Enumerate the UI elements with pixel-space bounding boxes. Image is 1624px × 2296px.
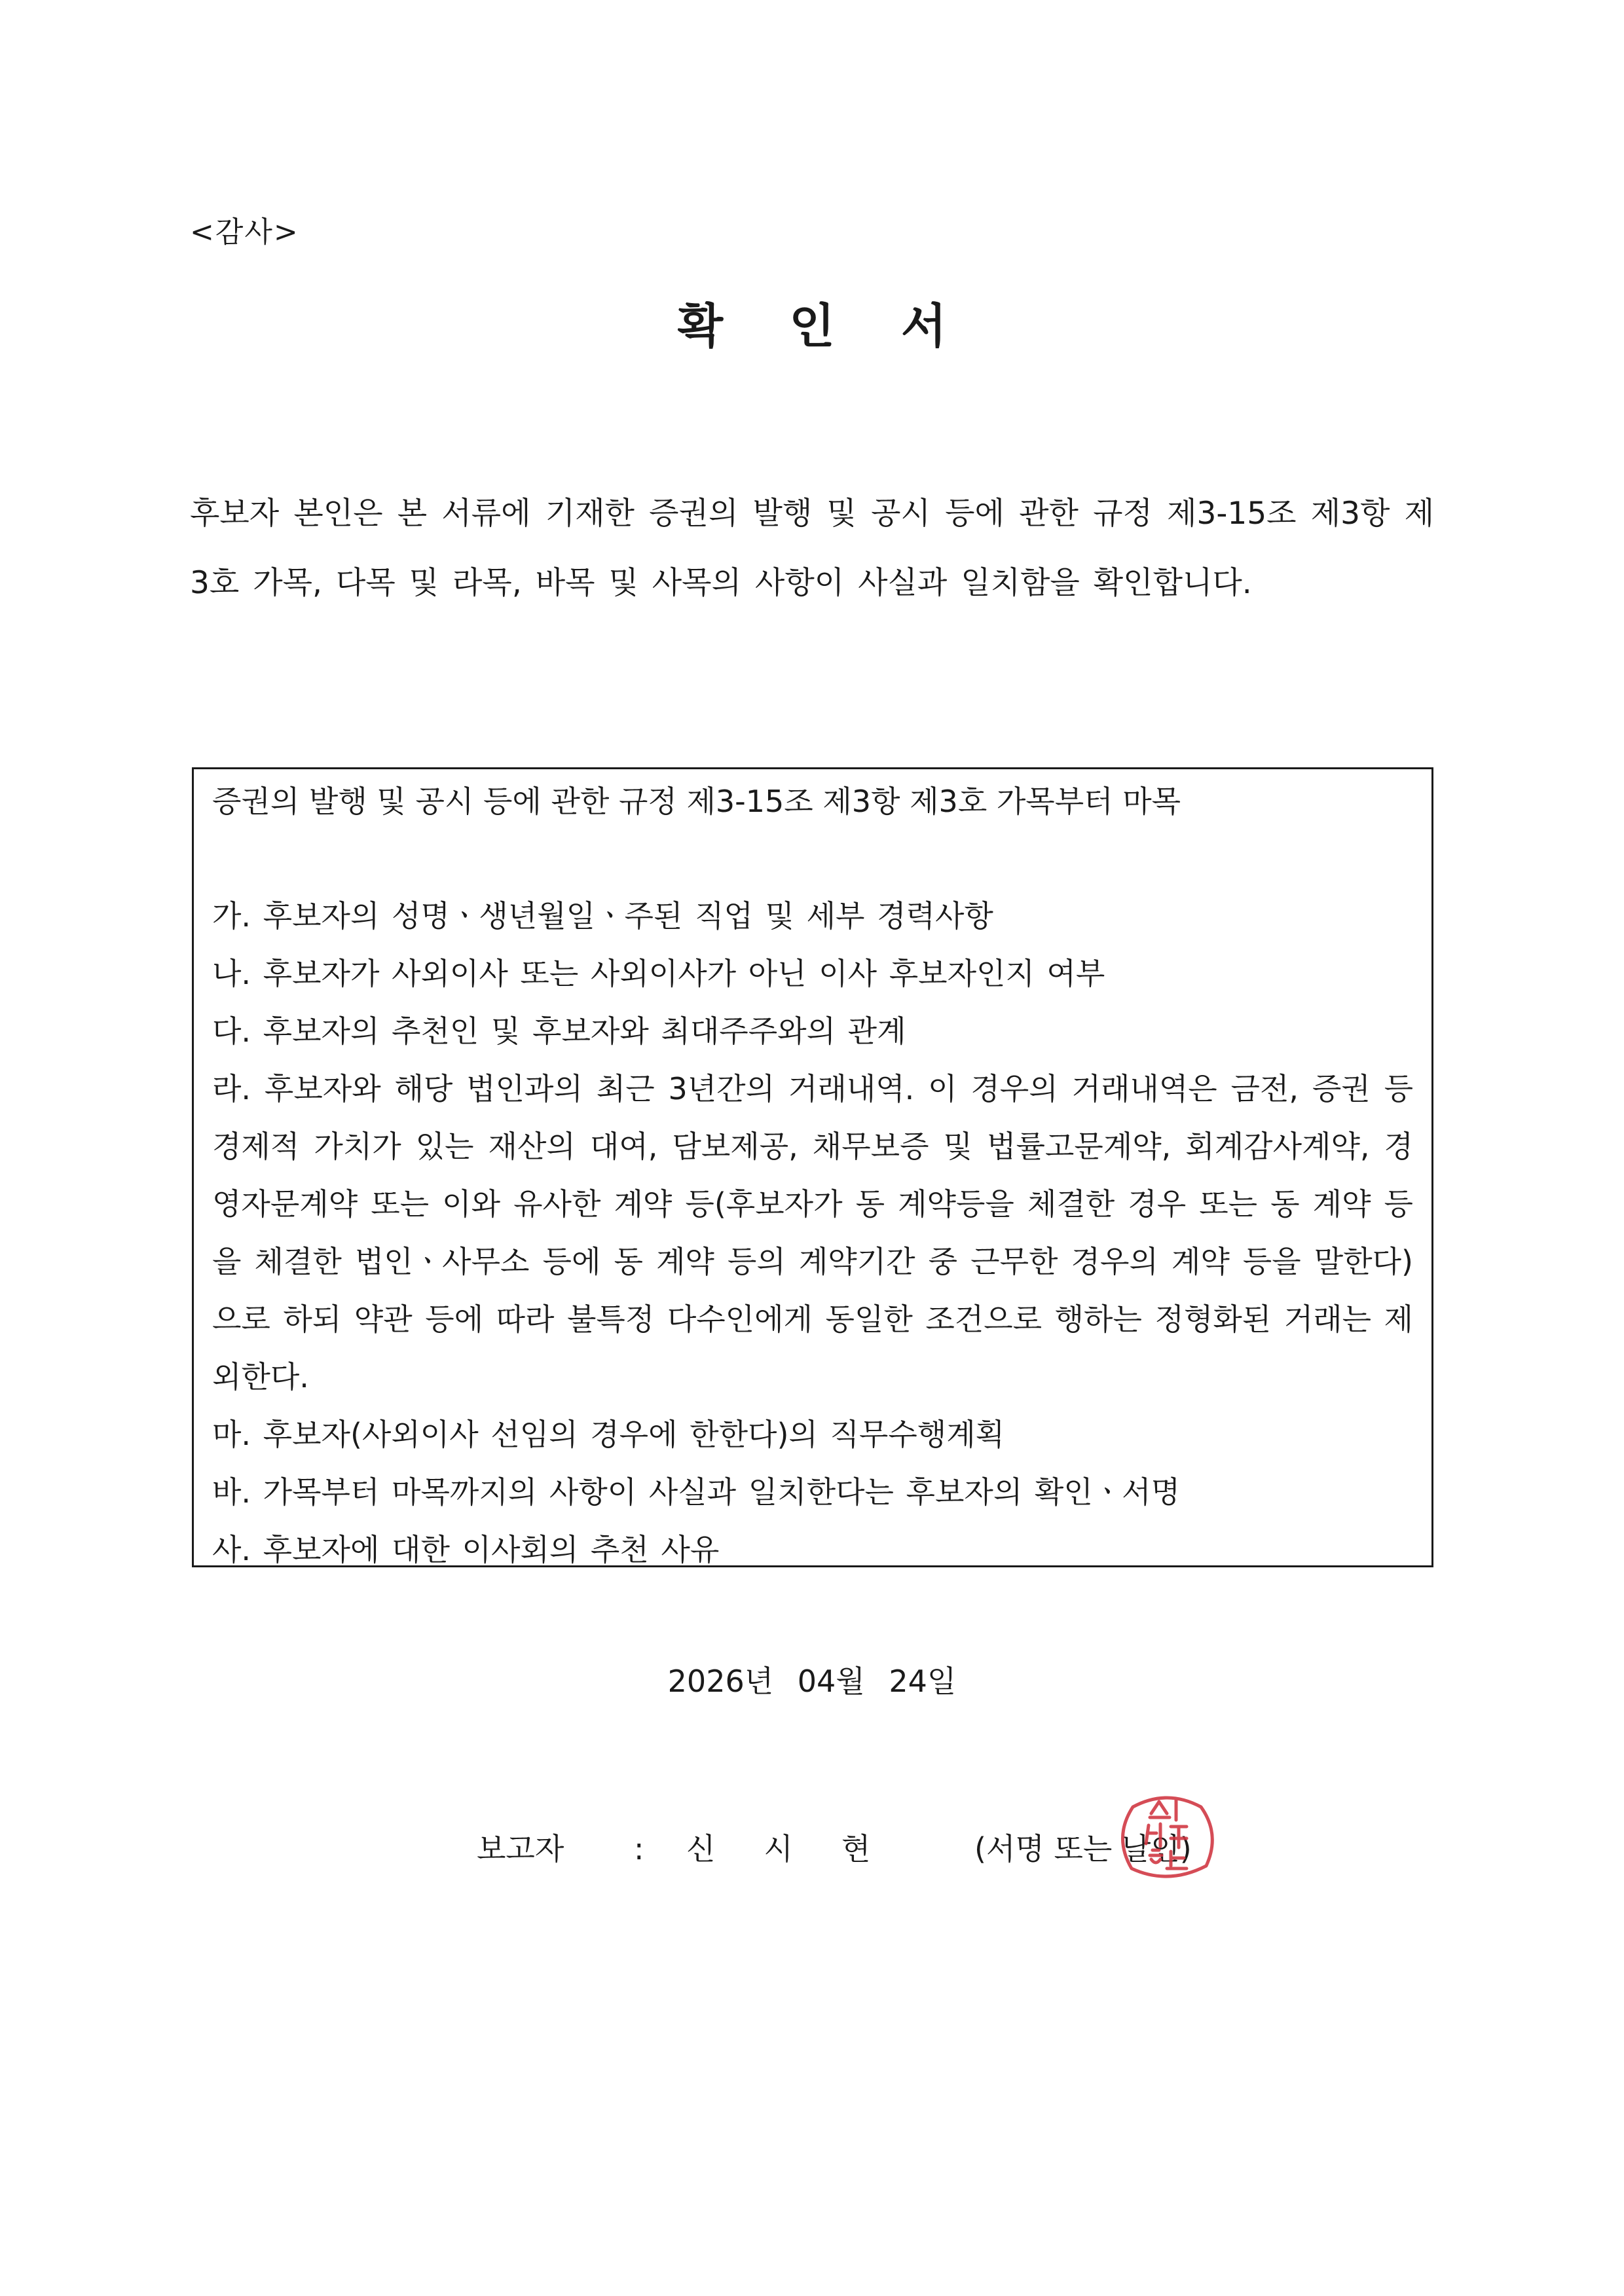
regulation-heading: 증권의 발행 및 공시 등에 관한 규정 제3-15조 제3항 제3호 가목부터 마목 [212,784,1181,819]
regulation-items [212,887,1413,1578]
list-item: 다. 후보자의 추천인 및 후보자와 최대주주와의 관계 [212,1013,906,1049]
seal-stamp-icon [1108,1787,1226,1886]
document-title: 확 인 서 [677,299,972,354]
list-item: 사. 후보자에 대한 이사회의 추천 사유 [212,1532,720,1567]
signer-role: 보고자 [477,1831,564,1867]
signature-note: (서명 또는 날인) [974,1831,1192,1867]
list-item: 라. 후보자와 해당 법인과의 최근 3년간의 거래내역. 이 경우의 거래내역은 금전, 증권 등 경제적 가치가 있는 재산의 대여, 담보제공, 채무보증 및 법률고문계약, 회계감사계약, 경영자문계약 또는 이와 유사한 계약 등(후보자가 동 계약등을 체결한 경우 또는 동 계약 등을 체결한 법인ㆍ사무소 등에 동 계약 등의 계약기간 중 근무한 경우의 계약 등을 말한다)으로 하되 약관 등에 따라 불특정 다수인에게 동일한 조건으로 행하는 정형화된 거래는 제외한다. [212,1071,1413,1394]
signer-colon: : [634,1831,644,1867]
intro-paragraph: 후보자 본인은 본 서류에 기재한 증권의 발행 및 공시 등에 관한 규정 제3-15조 제3항 제3호 가목, 다목 및 라목, 바목 및 사목의 사항이 사실과 일치함을 확인합니다. [190,496,1434,601]
document-date: 2026년 04월 24일 [667,1664,957,1699]
list-item: 마. 후보자(사외이사 선임의 경우에 한한다)의 직무수행계획 [212,1417,1005,1452]
signer-line [477,1825,1192,1868]
list-item: 나. 후보자가 사외이사 또는 사외이사가 아닌 이사 후보자인지 여부 [212,956,1105,991]
list-item: 바. 가목부터 마목까지의 사항이 사실과 일치한다는 후보자의 확인ㆍ서명 [212,1474,1181,1510]
list-item: 가. 후보자의 성명ㆍ생년월일ㆍ주된 직업 및 세부 경력사항 [212,898,993,934]
section-tag: <감사> [190,215,299,249]
regulation-box [192,767,1433,1567]
signer-name: 신시현 [686,1831,919,1867]
